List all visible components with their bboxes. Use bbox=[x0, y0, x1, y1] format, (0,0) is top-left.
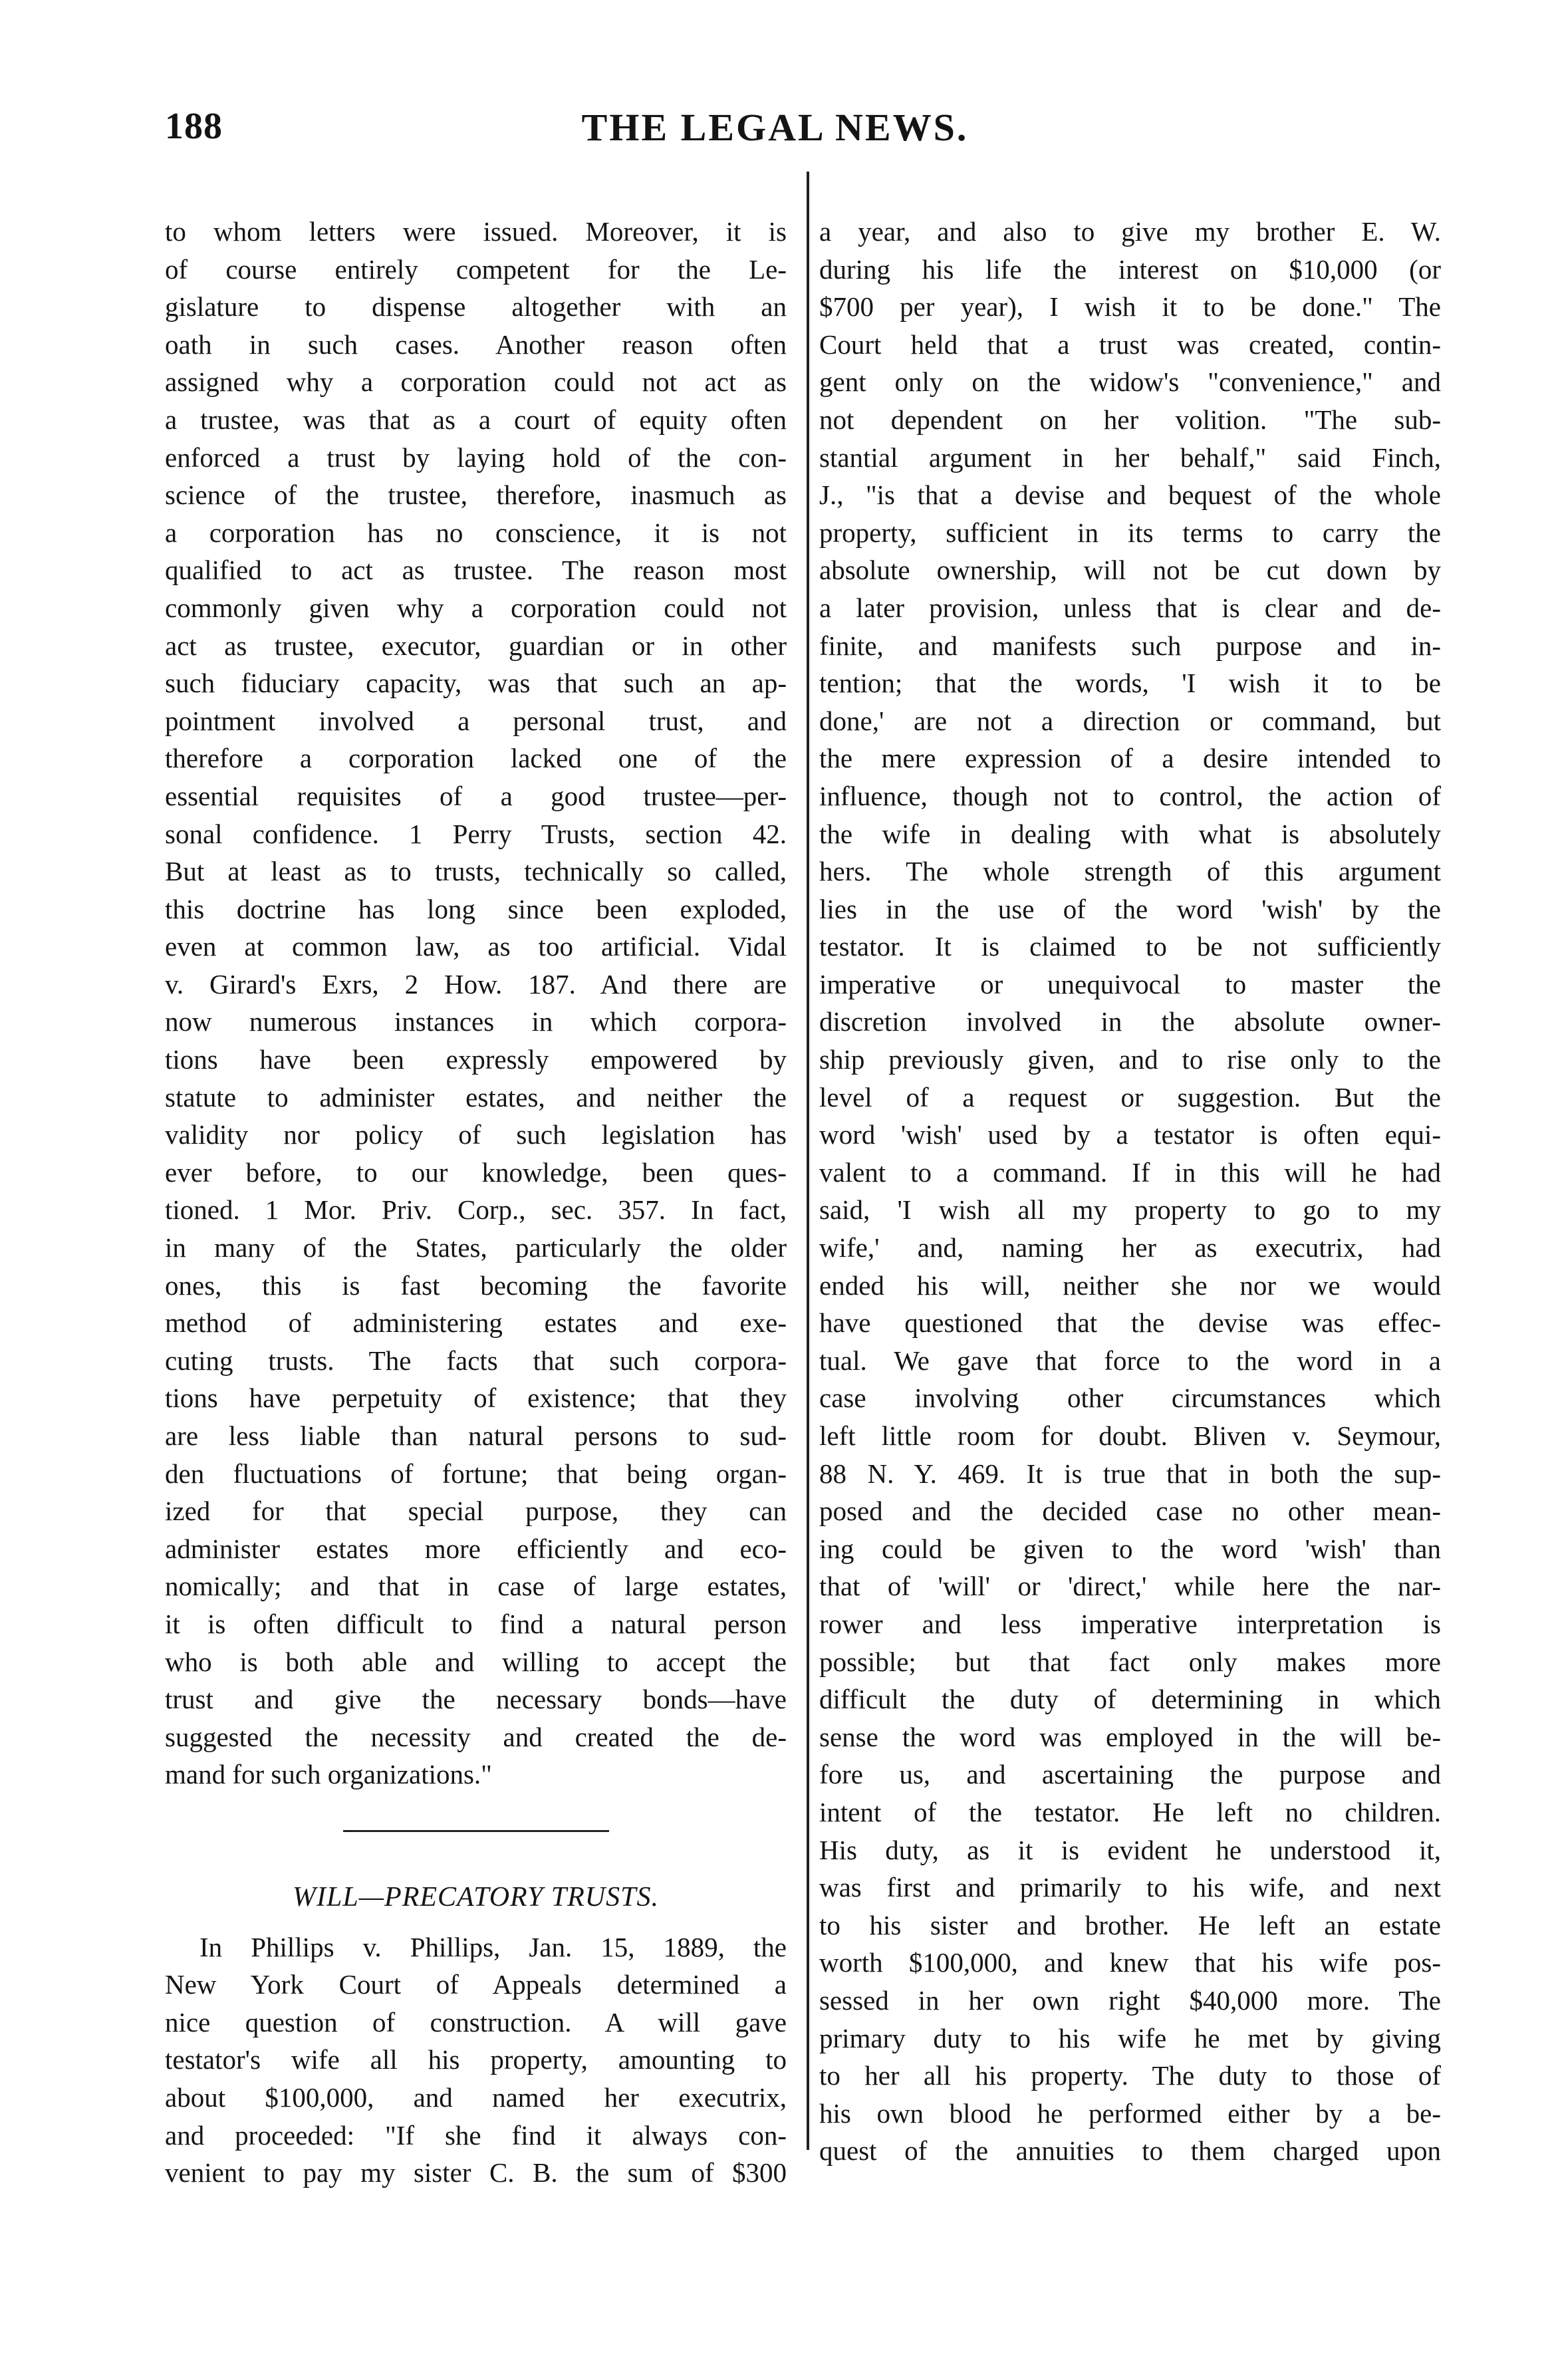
text-line: about $100,000, and named her executrix, bbox=[165, 2081, 787, 2113]
text-line: difficult the duty of determining in which bbox=[819, 1684, 1441, 1715]
text-line: ing could be given to the word 'wish' than bbox=[819, 1533, 1441, 1564]
text-line: statute to administer estates, and neither the bbox=[165, 1081, 787, 1113]
text-line: done,' are not a direction or command, but bbox=[819, 705, 1441, 736]
text-line: science of the trustee, therefore, inasmuch as bbox=[165, 479, 787, 511]
text-line: now numerous instances in which corpora- bbox=[165, 1006, 787, 1037]
text-line: den fluctuations of fortune; that being organ- bbox=[165, 1458, 787, 1489]
text-line: testator's wife all his property, amounting to bbox=[165, 2044, 787, 2075]
text-line: tions have perpetuity of existence; that they bbox=[165, 1383, 787, 1414]
text-line: property, sufficient in its terms to carry the bbox=[819, 517, 1441, 548]
text-line: In Phillips v. Phillips, Jan. 15, 1889, the bbox=[199, 1931, 787, 1962]
text-line: worth $100,000, and knew that his wife pos- bbox=[819, 1947, 1441, 1978]
text-line: tioned. 1 Mor. Priv. Corp., sec. 357. In fact, bbox=[165, 1194, 787, 1226]
text-line: act as trustee, executor, guardian or in other bbox=[165, 630, 787, 661]
section-heading: WILL—PRECATORY TRUSTS. bbox=[293, 1881, 659, 1913]
text-line: enforced a trust by laying hold of the con- bbox=[165, 442, 787, 473]
text-line: even at common law, as too artificial. Vidal bbox=[165, 931, 787, 962]
text-line: was first and primarily to his wife, and next bbox=[819, 1872, 1441, 1903]
text-line: absolute ownership, will not be cut down by bbox=[819, 555, 1441, 586]
text-line: lies in the use of the word 'wish' by the bbox=[819, 893, 1441, 924]
text-line: valent to a command. If in this will he had bbox=[819, 1156, 1441, 1188]
text-line: word 'wish' used by a testator is often equi- bbox=[819, 1119, 1441, 1150]
text-line: not dependent on her volition. "The sub- bbox=[819, 404, 1441, 435]
text-line: to his sister and brother. He left an estate bbox=[819, 1909, 1441, 1940]
text-line: oath in such cases. Another reason often bbox=[165, 329, 787, 360]
text-line: cuting trusts. The facts that such corpora- bbox=[165, 1345, 787, 1376]
text-line: a corporation has no conscience, it is not bbox=[165, 517, 787, 548]
text-line: such fiduciary capacity, was that such an ap- bbox=[165, 668, 787, 699]
text-line: method of administering estates and exe- bbox=[165, 1307, 787, 1339]
text-line: But at least as to trusts, technically so called, bbox=[165, 856, 787, 887]
left-column bbox=[165, 213, 787, 2192]
page-number: 188 bbox=[165, 106, 223, 147]
text-line: wife,' and, naming her as executrix, had bbox=[819, 1232, 1441, 1263]
text-line: ized for that special purpose, they can bbox=[165, 1496, 787, 1527]
text-line: therefore a corporation lacked one of the bbox=[165, 743, 787, 774]
section-body-text bbox=[165, 1928, 787, 2192]
text-line: sense the word was employed in the will be- bbox=[819, 1721, 1441, 1752]
text-line: gislature to dispense altogether with an bbox=[165, 291, 787, 323]
text-line: trust and give the necessary bonds—have bbox=[165, 1684, 787, 1715]
text-line: assigned why a corporation could not act as bbox=[165, 366, 787, 398]
right-body-text bbox=[819, 213, 1441, 2170]
text-line: testator. It is claimed to be not sufficiently bbox=[819, 931, 1441, 962]
text-line: pointment involved a personal trust, and bbox=[165, 705, 787, 736]
text-line: level of a request or suggestion. But the bbox=[819, 1081, 1441, 1113]
text-line: finite, and manifests such purpose and in- bbox=[819, 630, 1441, 661]
text-line: intent of the testator. He left no children. bbox=[819, 1796, 1441, 1827]
text-line: case involving other circumstances which bbox=[819, 1383, 1441, 1414]
text-line: J., "is that a devise and bequest of the whole bbox=[819, 479, 1441, 511]
text-line: have questioned that the devise was effec- bbox=[819, 1307, 1441, 1339]
text-line: primary duty to his wife he met by giving bbox=[819, 2022, 1441, 2053]
text-line: possible; but that fact only makes more bbox=[819, 1646, 1441, 1677]
text-line: administer estates more efficiently and eco- bbox=[165, 1533, 787, 1564]
text-line: that of 'will' or 'direct,' while here the nar- bbox=[819, 1571, 1441, 1602]
text-line: $700 per year), I wish it to be done." The bbox=[819, 291, 1441, 323]
text-line: validity nor policy of such legislation has bbox=[165, 1119, 787, 1150]
text-line: in many of the States, particularly the older bbox=[165, 1232, 787, 1263]
text-line: posed and the decided case no other mean- bbox=[819, 1496, 1441, 1527]
text-line: venient to pay my sister C. B. the sum of $300 bbox=[165, 2157, 787, 2188]
section-rule bbox=[343, 1830, 609, 1832]
text-line: a later provision, unless that is clear and de- bbox=[819, 592, 1441, 623]
text-line: His duty, as it is evident he understood it, bbox=[819, 1834, 1441, 1865]
text-line: left little room for doubt. Bliven v. Seymour, bbox=[819, 1420, 1441, 1451]
text-line: essential requisites of a good trustee—per- bbox=[165, 780, 787, 811]
left-body-text bbox=[165, 213, 787, 1793]
text-line: nice question of construction. A will gave bbox=[165, 2006, 787, 2038]
text-line: said, 'I wish all my property to go to my bbox=[819, 1194, 1441, 1226]
text-line: the wife in dealing with what is absolutely bbox=[819, 818, 1441, 849]
running-title: THE LEGAL NEWS. bbox=[581, 106, 969, 149]
text-line: nomically; and that in case of large estates, bbox=[165, 1571, 787, 1602]
text-line: tions have been expressly empowered by bbox=[165, 1044, 787, 1075]
text-line: rower and less imperative interpretation is bbox=[819, 1608, 1441, 1639]
text-line: ever before, to our knowledge, been ques- bbox=[165, 1156, 787, 1188]
text-line: gent only on the widow's "convenience," and bbox=[819, 366, 1441, 398]
text-line: ones, this is fast becoming the favorite bbox=[165, 1269, 787, 1301]
text-line: ship previously given, and to rise only to the bbox=[819, 1044, 1441, 1075]
text-line: sessed in her own right $40,000 more. The bbox=[819, 1984, 1441, 2016]
text-line: quest of the annuities to them charged upon bbox=[819, 2135, 1441, 2167]
text-line: hers. The whole strength of this argument bbox=[819, 856, 1441, 887]
text-line: discretion involved in the absolute owner- bbox=[819, 1006, 1441, 1037]
text-line: a trustee, was that as a court of equity often bbox=[165, 404, 787, 435]
text-line: to her all his property. The duty to those of bbox=[819, 2060, 1441, 2091]
text-line: ended his will, neither she nor we would bbox=[819, 1269, 1441, 1301]
text-line: 88 N. Y. 469. It is true that in both the sup- bbox=[819, 1458, 1441, 1489]
text-line: influence, though not to control, the action of bbox=[819, 780, 1441, 811]
text-line: and proceeded: "If she find it always con- bbox=[165, 2119, 787, 2151]
text-line: sonal confidence. 1 Perry Trusts, section 42. bbox=[165, 818, 787, 849]
text-line: this doctrine has long since been exploded, bbox=[165, 893, 787, 924]
text-line: who is both able and willing to accept the bbox=[165, 1646, 787, 1677]
text-line: to whom letters were issued. Moreover, it is bbox=[165, 216, 787, 247]
text-line: of course entirely competent for the Le- bbox=[165, 253, 787, 285]
text-line: fore us, and ascertaining the purpose and bbox=[819, 1759, 1441, 1790]
text-line: are less liable than natural persons to sud- bbox=[165, 1420, 787, 1451]
text-line: v. Girard's Exrs, 2 How. 187. And there are bbox=[165, 968, 787, 999]
text-line: suggested the necessity and created the de- bbox=[165, 1721, 787, 1752]
text-line: a year, and also to give my brother E. W. bbox=[819, 216, 1441, 247]
text-line: imperative or unequivocal to master the bbox=[819, 968, 1441, 999]
text-line: Court held that a trust was created, contin- bbox=[819, 329, 1441, 360]
text-line: his own blood he performed either by a be- bbox=[819, 2097, 1441, 2129]
text-line: qualified to act as trustee. The reason most bbox=[165, 555, 787, 586]
text-line: stantial argument in her behalf," said Finch, bbox=[819, 442, 1441, 473]
column-rule bbox=[807, 172, 809, 2150]
text-line: New York Court of Appeals determined a bbox=[165, 1969, 787, 2000]
text-line: mand for such organizations." bbox=[165, 1759, 492, 1790]
text-line: the mere expression of a desire intended to bbox=[819, 743, 1441, 774]
right-column bbox=[819, 213, 1441, 2170]
text-line: it is often difficult to find a natural person bbox=[165, 1608, 787, 1639]
text-line: commonly given why a corporation could not bbox=[165, 592, 787, 623]
text-line: tention; that the words, 'I wish it to be bbox=[819, 668, 1441, 699]
text-line: during his life the interest on $10,000 (or bbox=[819, 253, 1441, 285]
text-line: tual. We gave that force to the word in a bbox=[819, 1345, 1441, 1376]
